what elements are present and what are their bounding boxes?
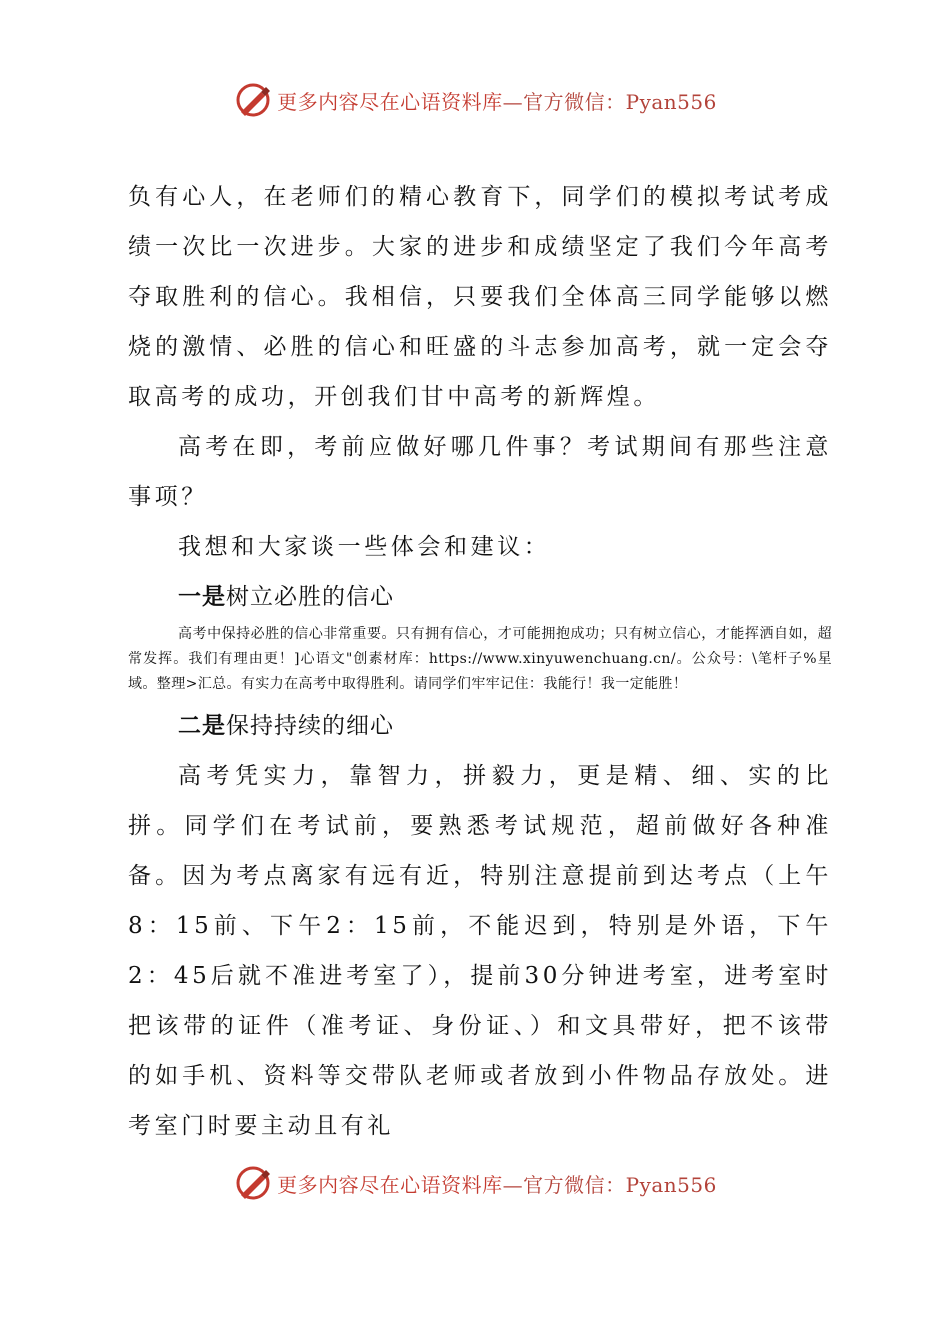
paragraph-2: 高考在即，考前应做好哪几件事？考试期间有那些注意事项？: [128, 434, 832, 510]
footer-banner: [0, 1163, 950, 1203]
pen-logo-icon: [233, 80, 273, 120]
pen-logo-icon: [233, 1163, 273, 1203]
heading-2: 二是保持持续的细心: [178, 712, 394, 739]
document-body: [128, 172, 832, 1151]
heading-1: 一是树立必胜的信心: [178, 583, 394, 610]
small-paragraph: 高考中保持必胜的信心非常重要。只有拥有信心，才可能拥抱成功；只有树立信心，才能挥洒自如，超常发挥。我们有理由更！]心语文"创素材库：https://www.xinyuwenchuang.cn/。公众号：\笔杆子%星域。整理>汇总。有实力在高考中取得胜利。请同学们牢牢记住：我能行！我一定能胜！: [128, 626, 832, 692]
paragraph-4: 高考凭实力，靠智力，拼毅力，更是精、细、实的比拼。同学们在考试前，要熟悉考试规范，超前做好各种准备。因为考点离家有远有近，特别注意提前到达考点（上午8：15前、下午2：15前，不能迟到，特别是外语，下午2：45后就不准进考室了），提前30分钟进考室，进考室时把该带的证件（准考证、身份证、）和文具带好，把不该带的如手机、资料等交带队老师或者放到小件物品存放处。进考室门时要主动且有礼: [128, 763, 832, 1139]
header-banner: [0, 80, 950, 120]
paragraph-1: 负有心人，在老师们的精心教育下，同学们的模拟考试考成绩一次比一次进步。大家的进步和成绩坚定了我们今年高考夺取胜利的信心。我相信，只要我们全体高三同学能够以燃烧的激情、必胜的信心和旺盛的斗志参加高考，就一定会夺取高考的成功，开创我们甘中高考的新辉煌。: [128, 184, 832, 410]
paragraph-3: 我想和大家谈一些体会和建议：: [178, 534, 551, 560]
footer-banner-text: 更多内容尽在心语资料库—官方微信：Pyan556: [277, 1172, 717, 1197]
header-banner-text: 更多内容尽在心语资料库—官方微信：Pyan556: [277, 89, 717, 114]
